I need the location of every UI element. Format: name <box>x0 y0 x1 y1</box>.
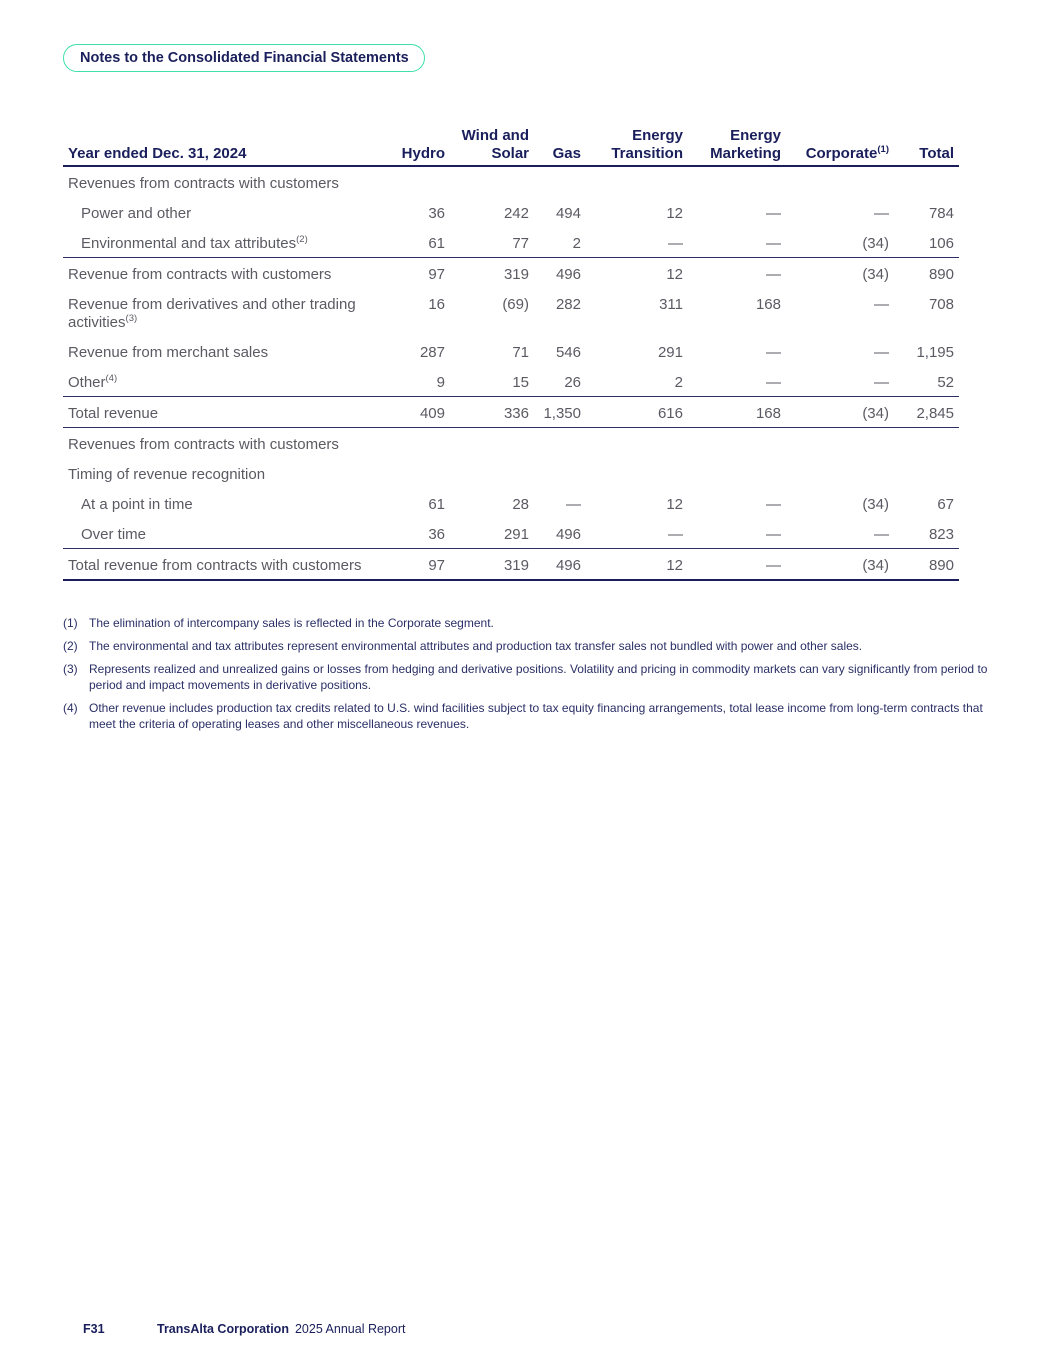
cell-value: — <box>766 235 781 252</box>
cell-value <box>786 166 894 197</box>
cell-value: — <box>766 344 781 361</box>
cell-value: 97 <box>387 258 450 289</box>
row-label: Environmental and tax attributes$^{(2)}$ <box>81 234 308 252</box>
cell-value <box>534 166 586 197</box>
row-label: Revenue from contracts with customers <box>63 258 387 289</box>
report-title: 2025 Annual Report <box>294 1322 406 1336</box>
cell-value: 242 <box>503 205 529 222</box>
cell-value <box>894 428 959 459</box>
cell-value <box>534 458 586 488</box>
footnote-number: (2) <box>63 639 78 653</box>
cell-value: 36 <box>428 526 445 543</box>
cell-value: 546 <box>555 344 581 361</box>
cell-value <box>534 428 586 459</box>
cell-value: 282 <box>555 296 581 313</box>
cell-value: — <box>766 526 781 543</box>
cell-value: — <box>874 344 889 361</box>
row-label: Over time <box>81 526 147 543</box>
footnote <box>63 661 991 693</box>
cell-value <box>586 428 688 459</box>
table-body <box>63 166 959 580</box>
footnote-text: Represents realized and unrealized gains or losses from hedging and derivative positions. Volatility and pricing in commodity markets can vary significantly from period to period and impact movements in derivative positions. <box>89 662 988 692</box>
cell-value: 77 <box>512 235 529 252</box>
cell-value: 616 <box>586 397 688 428</box>
cell-value <box>387 166 450 197</box>
table-row <box>63 288 959 336</box>
row-label: Other$^{(4)}$ <box>68 373 118 391</box>
table-row <box>63 488 959 518</box>
cell-value: 168 <box>755 296 781 313</box>
page-number: F31 <box>83 1322 105 1336</box>
cell-value: 784 <box>928 205 954 222</box>
revenue-table <box>63 123 959 581</box>
cell-value: 36 <box>428 205 445 222</box>
cell-value <box>786 458 894 488</box>
cell-value: (34) <box>786 549 894 581</box>
cell-value: (34) <box>786 258 894 289</box>
cell-value: 496 <box>534 258 586 289</box>
cell-value: 1,350 <box>534 397 586 428</box>
column-header: Total <box>894 123 959 166</box>
cell-value: 61 <box>428 496 445 513</box>
table-row <box>63 166 959 197</box>
column-header-label: Year ended Dec. 31, 2024 <box>63 123 387 166</box>
row-label: Timing of revenue recognition <box>68 466 266 483</box>
table-row <box>63 428 959 459</box>
row-label: Revenue from merchant sales <box>68 344 269 361</box>
row-label: Revenues from contracts with customers <box>63 428 387 459</box>
cell-value: 1,195 <box>916 344 954 361</box>
cell-value <box>586 458 688 488</box>
footnote-number: (1) <box>63 616 78 630</box>
cell-value: — <box>668 526 683 543</box>
cell-value: (34) <box>862 235 889 252</box>
cell-value: — <box>874 526 889 543</box>
cell-value: 319 <box>450 258 534 289</box>
table-row <box>63 366 959 397</box>
cell-value: 12 <box>586 258 688 289</box>
footnote <box>63 700 991 732</box>
section-label: Notes to the Consolidated Financial Statements <box>63 44 425 72</box>
cell-value <box>894 458 959 488</box>
cell-value <box>450 458 534 488</box>
column-header: Gas <box>534 123 586 166</box>
cell-value <box>387 428 450 459</box>
cell-value: 106 <box>928 235 954 252</box>
cell-value: 890 <box>894 549 959 581</box>
cell-value <box>450 428 534 459</box>
cell-value: 12 <box>666 205 683 222</box>
table-row <box>63 549 959 581</box>
cell-value <box>688 458 786 488</box>
cell-value: 52 <box>937 374 954 391</box>
cell-value: (34) <box>786 397 894 428</box>
column-header: Wind and Solar <box>450 123 534 166</box>
cell-value: 287 <box>419 344 445 361</box>
cell-value: — <box>566 496 581 513</box>
footnote-text: Other revenue includes production tax credits related to U.S. wind facilities subject to tax equity financing arrangements, total lease income from long-term contracts that meet the criteria of operating leases and other miscellaneous revenues. <box>89 701 983 731</box>
cell-value: 409 <box>387 397 450 428</box>
column-header: Corporate$^{(1)}$ <box>786 123 894 166</box>
table-header-row <box>63 123 959 166</box>
cell-value: 2,845 <box>894 397 959 428</box>
footnote-text: The elimination of intercompany sales is reflected in the Corporate segment. <box>89 616 494 630</box>
cell-value: 494 <box>555 205 581 222</box>
cell-value: 15 <box>512 374 529 391</box>
row-label: Total revenue <box>63 397 387 428</box>
cell-value <box>586 166 688 197</box>
cell-value: 26 <box>564 374 581 391</box>
cell-value: 16 <box>428 296 445 313</box>
page-footer <box>83 1322 405 1336</box>
footnote <box>63 615 991 631</box>
cell-value: 708 <box>928 296 954 313</box>
footnote-ref: (4) <box>105 373 118 384</box>
footnote <box>63 638 991 654</box>
cell-value: 67 <box>937 496 954 513</box>
cell-value: — <box>688 549 786 581</box>
table-row <box>63 197 959 227</box>
cell-value <box>450 166 534 197</box>
row-label: Power and other <box>81 205 192 222</box>
cell-value: 61 <box>428 235 445 252</box>
row-label: At a point in time <box>81 496 193 513</box>
cell-value: 12 <box>666 496 683 513</box>
cell-value: 168 <box>688 397 786 428</box>
cell-value: 291 <box>657 344 683 361</box>
cell-value: (34) <box>862 496 889 513</box>
cell-value: 2 <box>572 235 581 252</box>
table-row <box>63 458 959 488</box>
footnote-ref: (1) <box>877 144 889 155</box>
table-row <box>63 397 959 428</box>
cell-value: 336 <box>450 397 534 428</box>
footnote-ref: (2) <box>296 234 308 245</box>
cell-value: 823 <box>928 526 954 543</box>
table-row <box>63 336 959 366</box>
cell-value: 496 <box>534 549 586 581</box>
cell-value: — <box>688 258 786 289</box>
cell-value: 9 <box>436 374 445 391</box>
column-header: Energy Marketing <box>688 123 786 166</box>
company-name: TransAlta Corporation <box>157 1322 289 1336</box>
cell-value: 291 <box>503 526 529 543</box>
cell-value <box>786 428 894 459</box>
footnotes <box>63 615 991 739</box>
footnote-number: (4) <box>63 701 78 715</box>
cell-value <box>894 166 959 197</box>
table-row <box>63 258 959 289</box>
cell-value: — <box>766 496 781 513</box>
cell-value: — <box>766 374 781 391</box>
cell-value: — <box>766 205 781 222</box>
row-label: Revenues from contracts with customers <box>68 175 339 192</box>
cell-value: — <box>668 235 683 252</box>
row-label: Revenue from derivatives and other trading activities$^{(3)}$ <box>68 296 356 331</box>
table-row <box>63 518 959 549</box>
cell-value <box>688 166 786 197</box>
column-header: Energy Transition <box>586 123 688 166</box>
cell-value: 311 <box>659 296 683 313</box>
cell-value: 890 <box>894 258 959 289</box>
cell-value: (69) <box>502 296 529 313</box>
cell-value: 28 <box>512 496 529 513</box>
row-label: Total revenue from contracts with customers <box>63 549 387 581</box>
cell-value <box>688 428 786 459</box>
cell-value: 12 <box>586 549 688 581</box>
cell-value: 71 <box>512 344 529 361</box>
footnote-ref: (3) <box>125 313 138 324</box>
cell-value: — <box>874 374 889 391</box>
footnote-number: (3) <box>63 662 78 676</box>
cell-value: — <box>874 296 889 313</box>
table-row <box>63 227 959 258</box>
footnote-text: The environmental and tax attributes represent environmental attributes and production tax transfer sales not bundled with power and other sales. <box>89 639 863 653</box>
cell-value: 496 <box>555 526 581 543</box>
cell-value: 97 <box>387 549 450 581</box>
cell-value: 2 <box>674 374 683 391</box>
cell-value <box>387 458 450 488</box>
cell-value: — <box>874 205 889 222</box>
column-header: Hydro <box>387 123 450 166</box>
cell-value: 319 <box>450 549 534 581</box>
